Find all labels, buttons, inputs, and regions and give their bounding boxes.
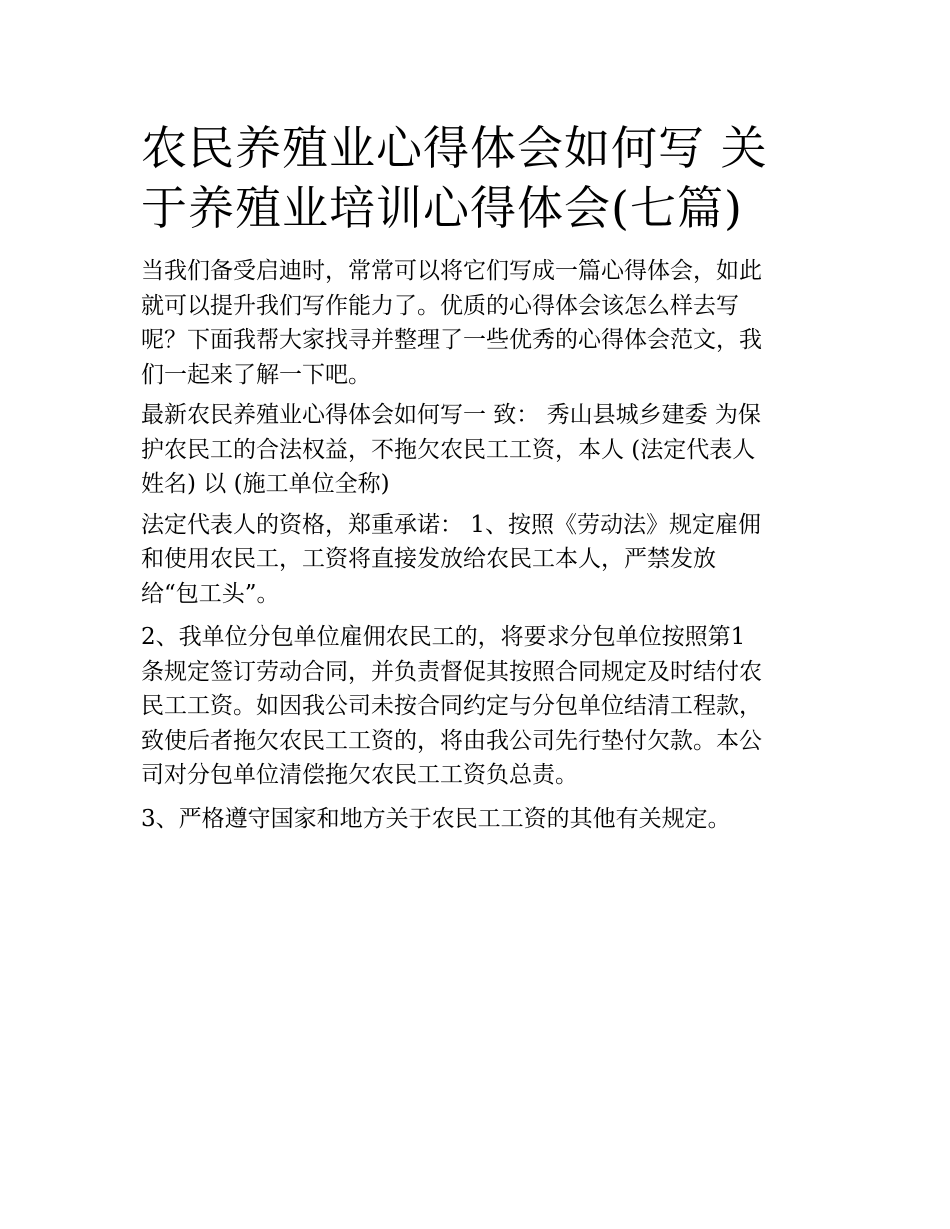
paragraph-item-2: 2、我单位分包单位雇佣农民工的，将要求分包单位按照第1 条规定签订劳动合同，并负责督促其按照合同规定及时结付农 民工工资。如因我公司未按合同约定与分包单位结清工程款， 致使后者拖欠农民工工资的，将由我公司先行垫付欠款。本公 司对分包单位清偿拖欠农民工工资负总责。: [141, 624, 762, 788]
document-body: [141, 118, 813, 836]
paragraph-item-3: 3、严格遵守国家和地方关于农民工工资的其他有关规定。: [141, 805, 731, 832]
paragraph-item-1: 法定代表人的资格，郑重承诺： 1、按照《劳动法》规定雇佣 和使用农民工，工资将直接发放给农民工本人，严禁发放 给“包工头”。: [141, 511, 761, 607]
paragraph-commitment-header: 最新农民养殖业心得体会如何写一 致： 秀山县城乡建委 为保 护农民工的合法权益，不拖欠农民工工资，本人 (法定代表人 姓名) 以 (施工单位全称): [141, 402, 761, 497]
paragraph-intro: 当我们备受启迪时，常常可以将它们写成一篇心得体会，如此 就可以提升我们写作能力了。优质的心得体会该怎么样去写 呢？下面我帮大家找寻并整理了一些优秀的心得体会范文，我 们一起来了解一下吧。: [141, 258, 762, 388]
document-title: 农民养殖业心得体会如何写 关 于养殖业培训心得体会(七篇): [141, 121, 768, 235]
